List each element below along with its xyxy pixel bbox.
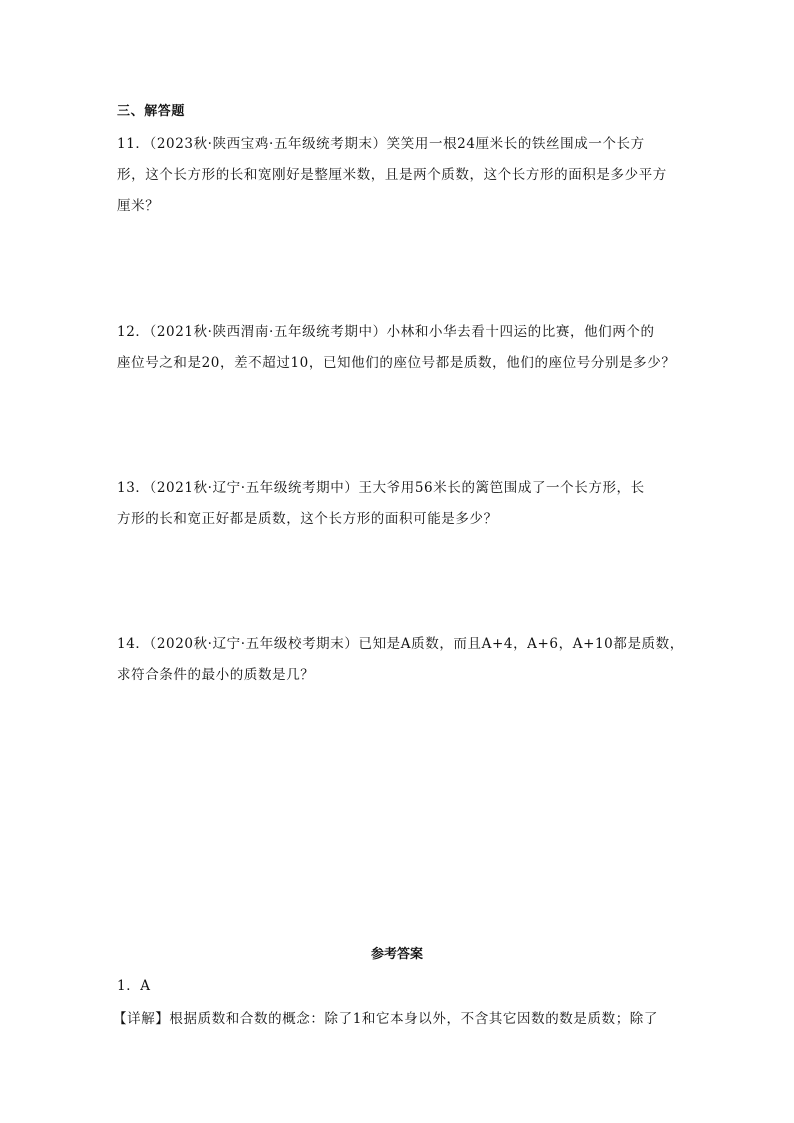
question-14-line-2: 求符合条件的最小的质数是几？ [117, 667, 315, 683]
question-12-line-2: 座位号之和是20，差不超过10，已知他们的座位号都是质数，他们的座位号分别是多少？ [117, 355, 676, 371]
section-title: 三、解答题 [117, 104, 186, 119]
answer-1-detail: 【详解】根据质数和合数的概念：除了1和它本身以外，不含其它因数的数是质数；除了 [113, 1011, 658, 1027]
question-13-line-1: 13．（2021秋·辽宁·五年级统考期中）王大爷用56米长的篱笆围成了一个长方形，长 [117, 480, 645, 496]
answers-title: 参考答案 [370, 947, 423, 962]
question-11-line-1: 11．（2023秋·陕西宝鸡·五年级统考期末）笑笑用一根24厘米长的铁丝围成一个长方 [117, 136, 645, 152]
question-13-line-2: 方形的长和宽正好都是质数，这个长方形的面积可能是多少？ [117, 511, 498, 527]
answer-1: 1．A [117, 978, 151, 994]
question-11-line-2: 形，这个长方形的长和宽刚好是整厘米数，且是两个质数，这个长方形的面积是多少平方 [117, 167, 667, 183]
question-14-line-1: 14．（2020秋·辽宁·五年级校考期末）已知是A质数，而且A+4，A+6，A+10都是质数， [117, 636, 684, 652]
question-12-line-1: 12．（2021秋·陕西渭南·五年级统考期中）小林和小华去看十四运的比赛，他们两个的 [117, 324, 655, 340]
question-11-line-3: 厘米？ [117, 198, 160, 214]
